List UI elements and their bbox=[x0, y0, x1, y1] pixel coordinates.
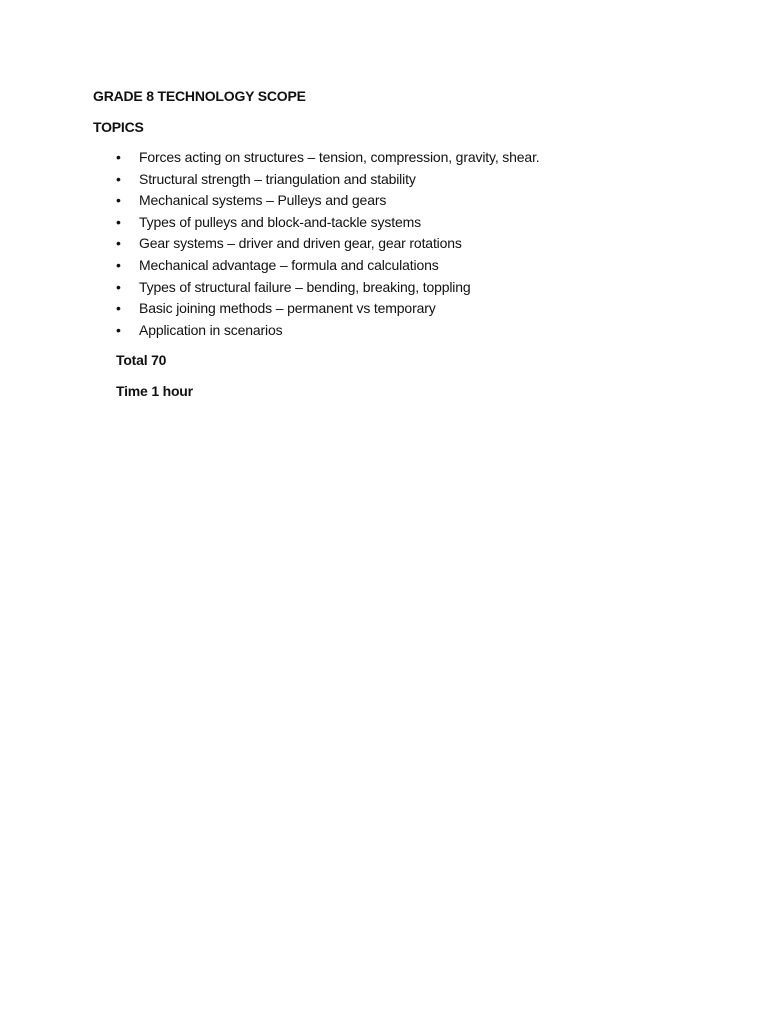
document-title: GRADE 8 TECHNOLOGY SCOPE bbox=[93, 88, 306, 104]
list-item bbox=[116, 298, 540, 320]
bullet-icon: • bbox=[116, 235, 121, 252]
bullet-icon: • bbox=[116, 300, 121, 317]
bullet-icon: • bbox=[116, 170, 121, 187]
topic-text: Mechanical systems – Pulleys and gears bbox=[139, 192, 387, 209]
list-item bbox=[116, 190, 540, 212]
time-allowed: Time 1 hour bbox=[116, 383, 193, 399]
topic-text: Mechanical advantage – formula and calculations bbox=[139, 256, 439, 273]
list-item bbox=[116, 169, 540, 191]
bullet-icon: • bbox=[116, 321, 121, 338]
bullet-icon: • bbox=[116, 278, 121, 295]
list-item bbox=[116, 277, 540, 299]
bullet-icon: • bbox=[116, 192, 121, 209]
topic-text: Gear systems – driver and driven gear, gear rotations bbox=[139, 235, 462, 252]
bullet-icon: • bbox=[116, 149, 121, 165]
topics-heading: TOPICS bbox=[93, 119, 144, 135]
list-item bbox=[116, 147, 540, 169]
topic-text: Forces acting on structures – tension, compression, gravity, shear. bbox=[139, 149, 540, 165]
list-item bbox=[116, 320, 540, 342]
list-item bbox=[116, 255, 540, 277]
topic-text: Types of structural failure – bending, breaking, toppling bbox=[139, 278, 471, 295]
list-item bbox=[116, 233, 540, 255]
bullet-icon: • bbox=[116, 213, 121, 230]
list-item bbox=[116, 212, 540, 234]
topic-text: Types of pulleys and block-and-tackle systems bbox=[139, 213, 421, 230]
bullet-icon: • bbox=[116, 256, 121, 273]
topic-text: Application in scenarios bbox=[139, 321, 283, 338]
topic-text: Basic joining methods – permanent vs temporary bbox=[139, 300, 436, 317]
total-marks: Total 70 bbox=[116, 352, 167, 368]
topic-list bbox=[116, 147, 540, 341]
topic-text: Structural strength – triangulation and stability bbox=[139, 170, 416, 187]
